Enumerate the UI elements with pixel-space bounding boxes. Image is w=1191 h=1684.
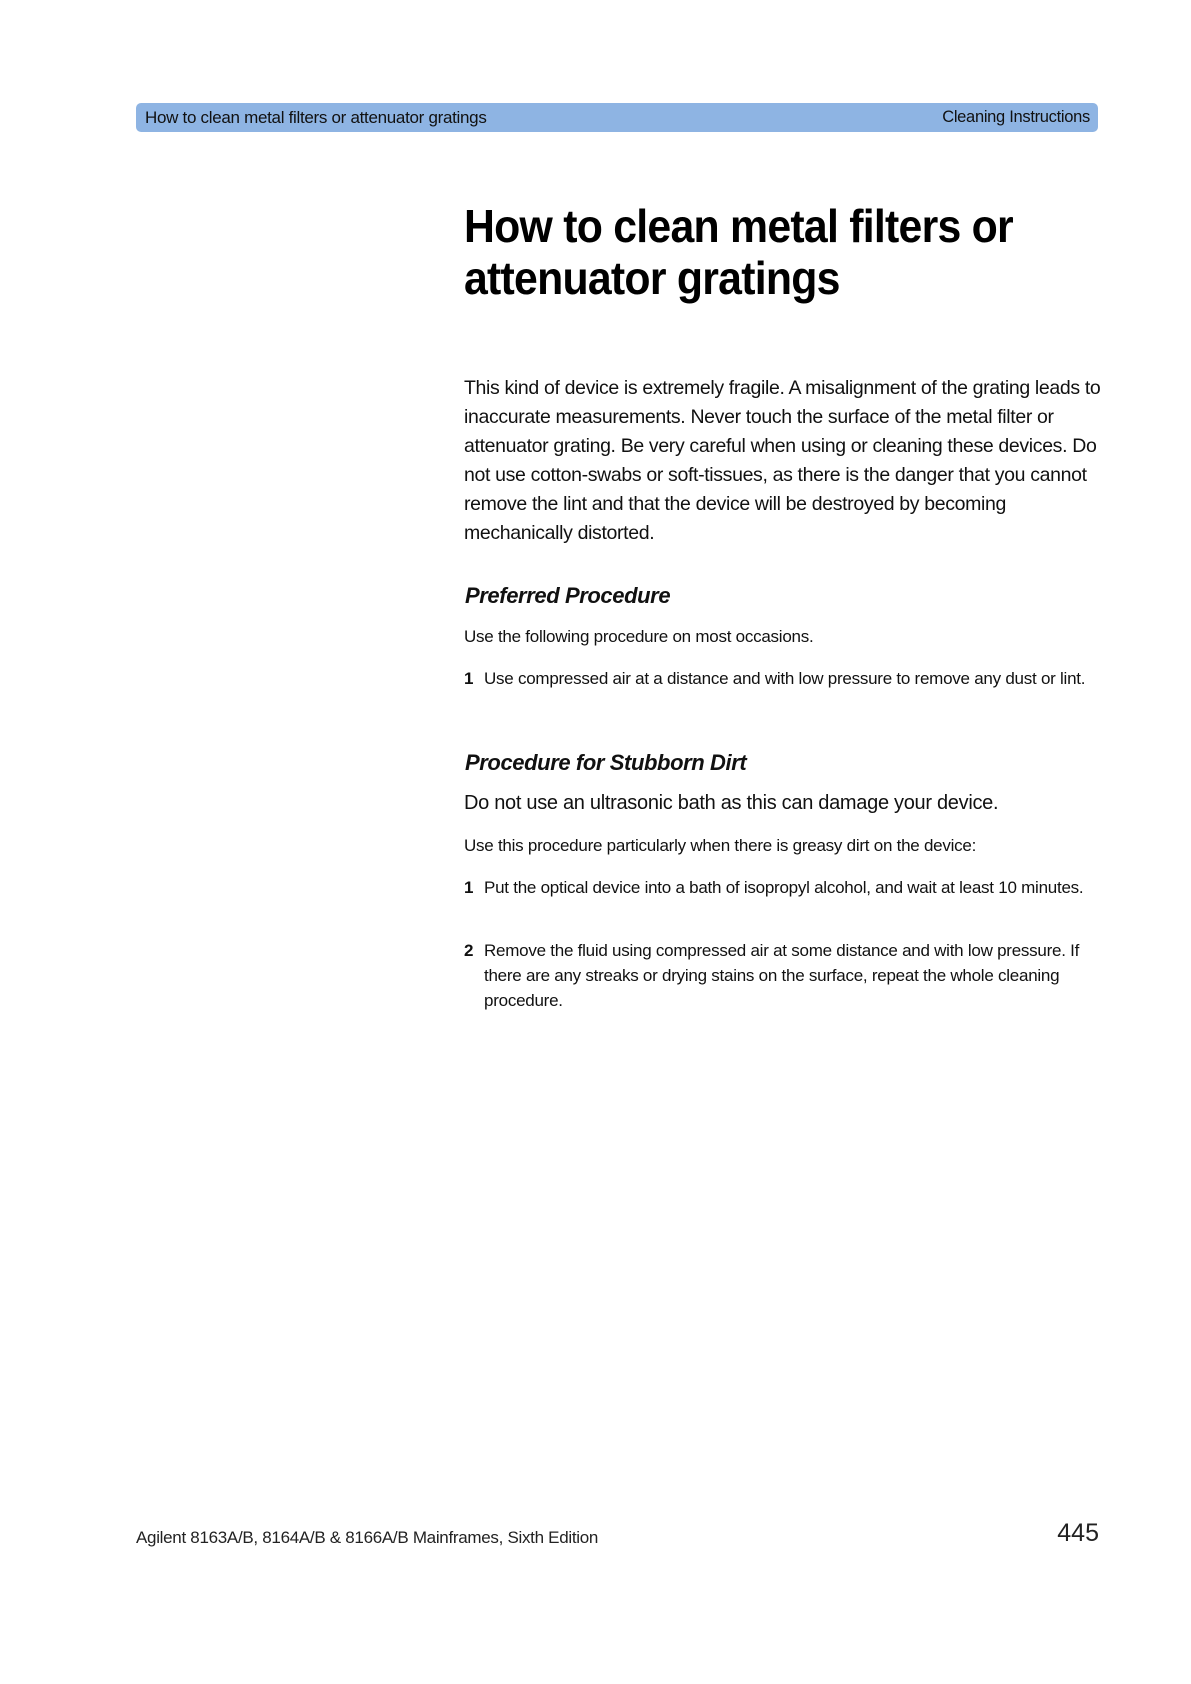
- step-number: 1: [464, 878, 474, 897]
- header-section-title: How to clean metal filters or attenuator gratings: [145, 107, 487, 127]
- page-number: 445: [1057, 1519, 1099, 1547]
- intro-paragraph: This kind of device is extremely fragile. A misalignment of the grating leads to inaccurate measurements. Never touch the surface of the metal filter or attenuator grating. Be very careful when using or cleaning these devices. Do not use cotton-swabs or soft-tissues, as there is the danger that you cannot remove the lint and that the device will be destroyed by becoming mechanically distorted.: [464, 377, 1101, 544]
- stubborn-dirt-lead: Use this procedure particularly when there is greasy dirt on the device:: [464, 836, 977, 855]
- stubborn-step-2: [464, 938, 1104, 1013]
- page-title: How to clean metal filters or attenuator gratings: [464, 200, 1013, 304]
- step-text: Use compressed air at a distance and with low pressure to remove any dust or lint.: [484, 669, 1086, 688]
- ultrasonic-warning: Do not use an ultrasonic bath as this can damage your device.: [464, 792, 999, 814]
- step-text: Put the optical device into a bath of isopropyl alcohol, and wait at least 10 minutes.: [484, 878, 1084, 897]
- running-header: [136, 103, 1098, 132]
- stubborn-dirt-heading: Procedure for Stubborn Dirt: [465, 750, 747, 775]
- step-text: Remove the fluid using compressed air at some distance and with low pressure. If there are any streaks or drying stains on the surface, repeat the whole cleaning procedure.: [484, 941, 1080, 1010]
- preferred-procedure-heading: Preferred Procedure: [465, 583, 671, 608]
- preferred-step-1: [464, 666, 1104, 691]
- step-number: 2: [464, 941, 474, 960]
- header-chapter-title: Cleaning Instructions: [942, 108, 1090, 126]
- footer-edition: Agilent 8163A/B, 8164A/B & 8166A/B Mainframes, Sixth Edition: [136, 1528, 599, 1547]
- preferred-procedure-lead: Use the following procedure on most occasions.: [464, 627, 814, 646]
- stubborn-step-1: [464, 875, 1104, 900]
- main-content: [464, 200, 1104, 1010]
- step-number: 1: [464, 669, 474, 688]
